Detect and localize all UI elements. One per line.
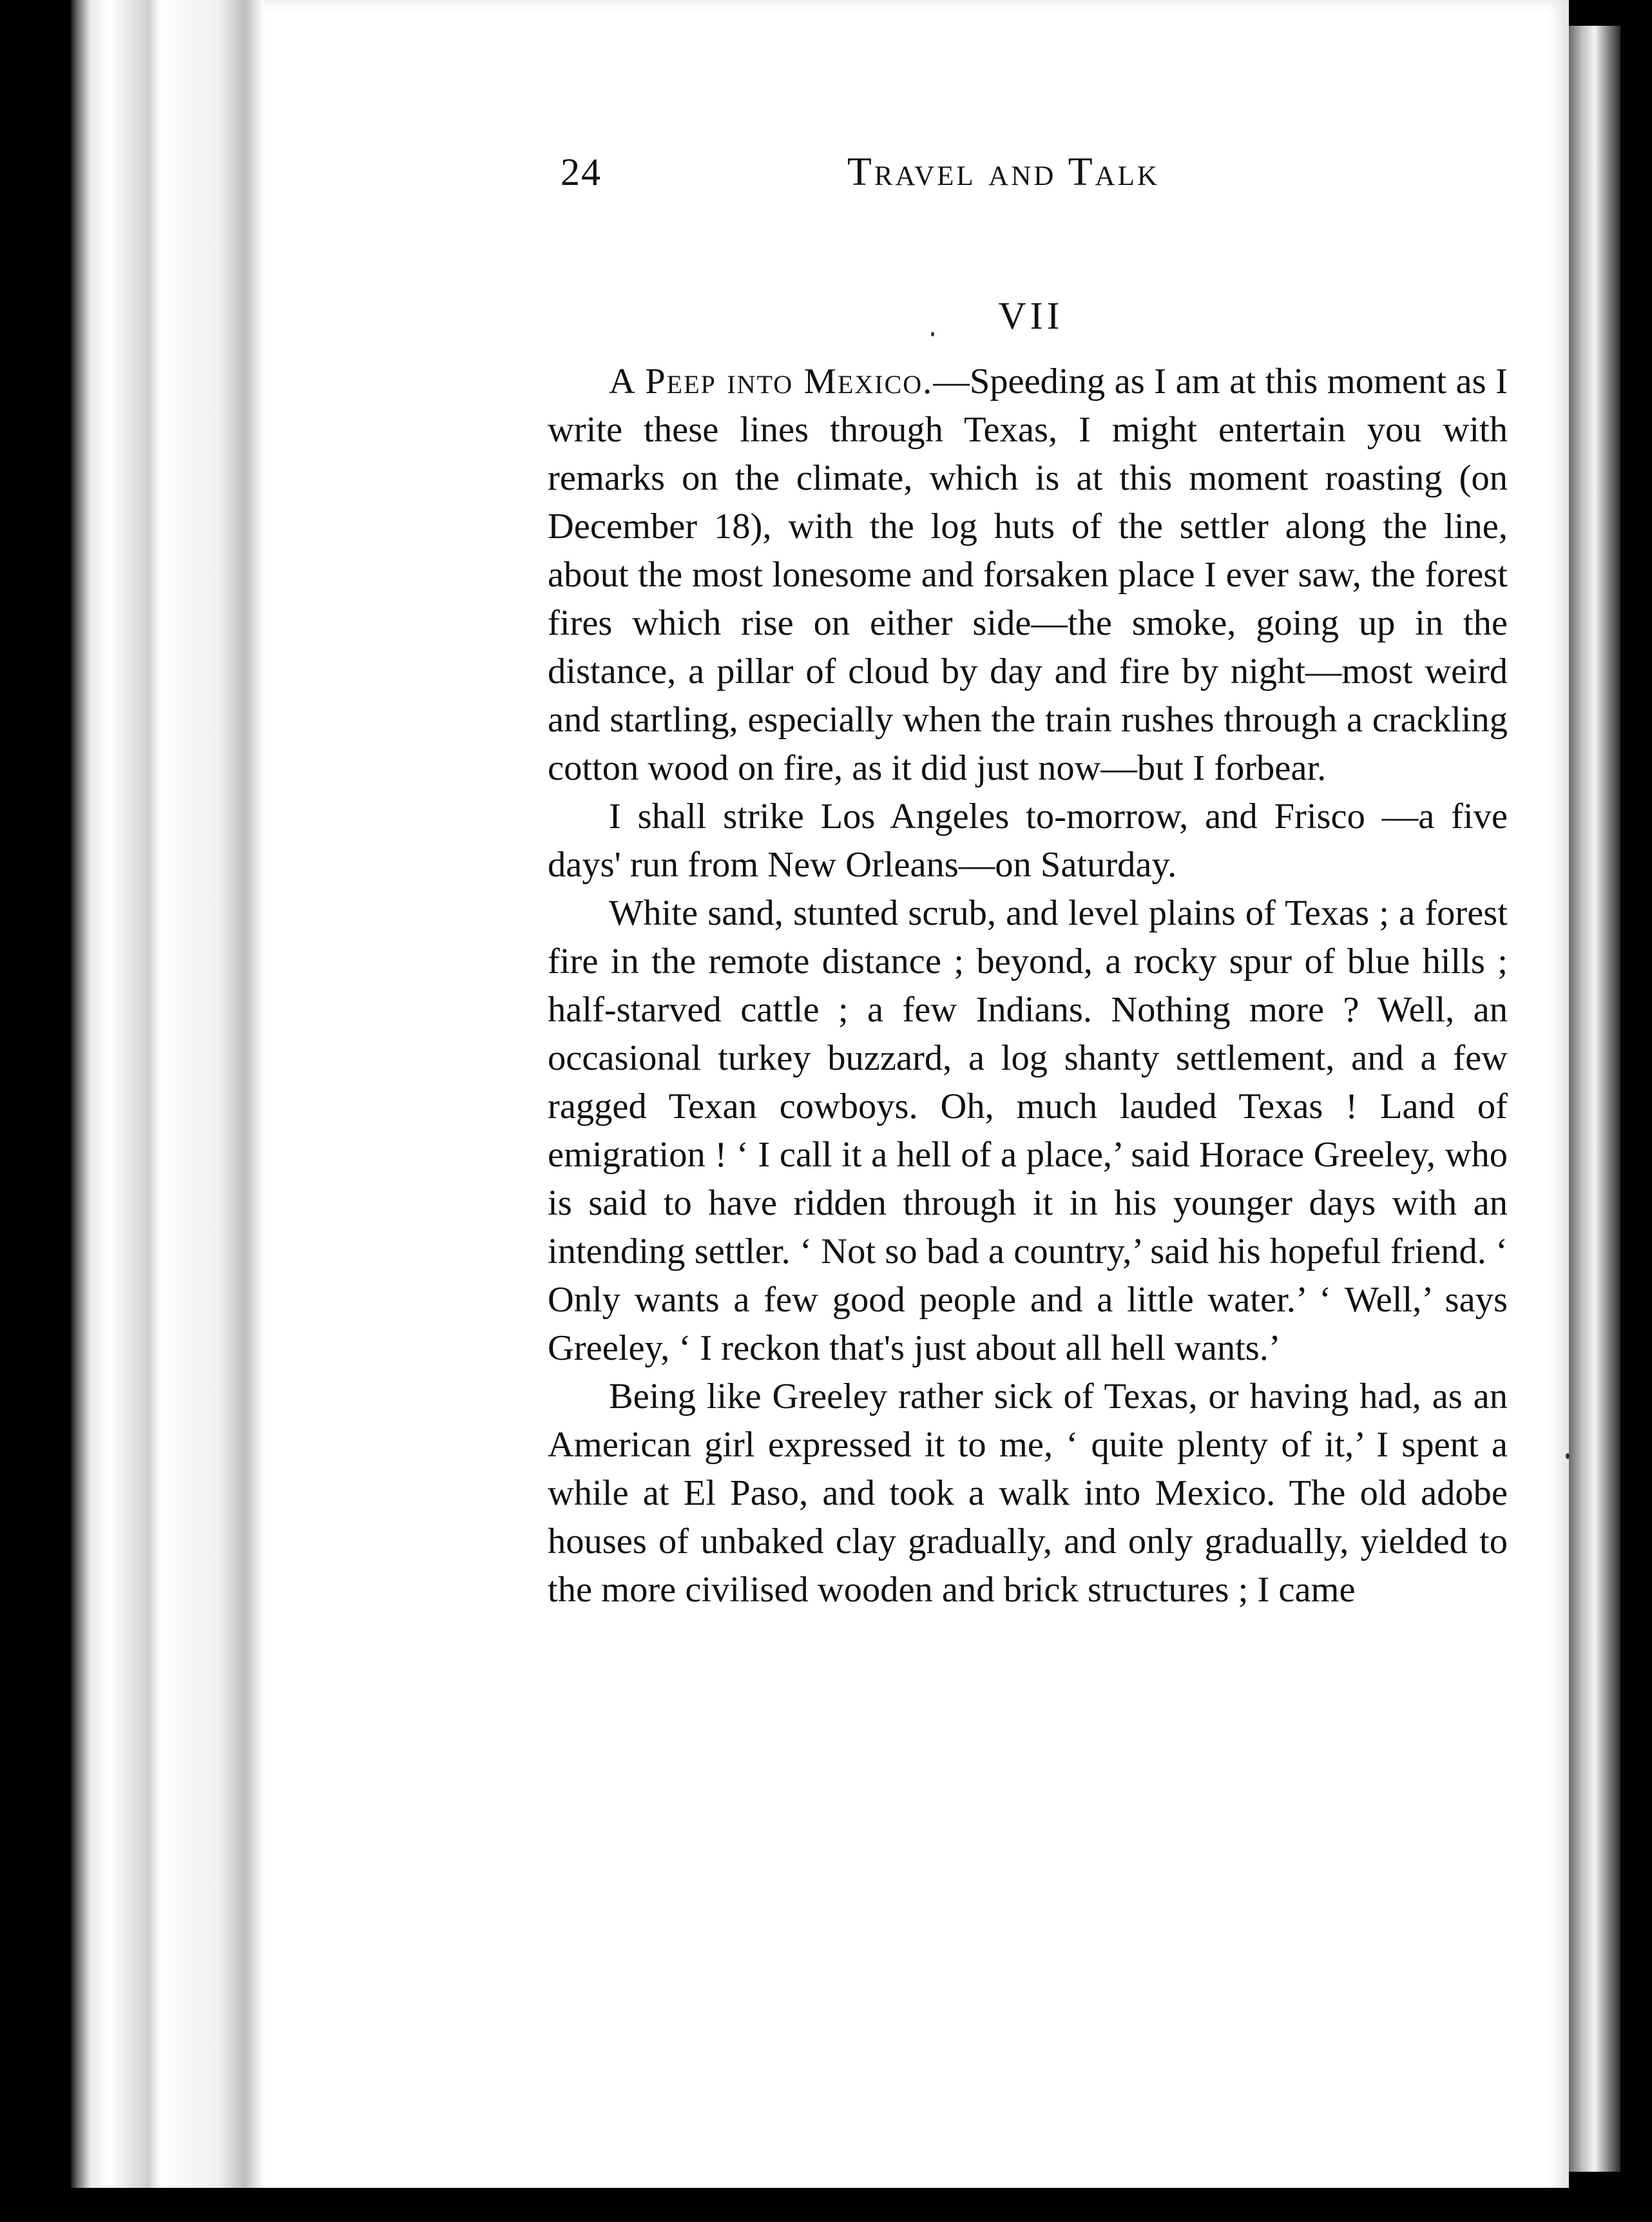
paragraph-text: —Speeding as I am at this moment as I write these lines through Texas, I might entertain you with remarks on the climate, which is at this moment roasting (on December 18), with the log huts of the settler along the line, about the most lonesome and forsaken place I ever saw, the forest fires which rise on either side—the smoke, going up in the distance, a pillar of cloud by day and fire by night—most weird and startling, especially when the train rushes through a crackling cotton wood on fire, as it did just now—but I forbear. — [548, 362, 1508, 788]
chapter-heading: VII — [998, 295, 1064, 337]
page-number: 24 — [561, 151, 602, 193]
scan-bottom-border — [0, 2188, 1652, 2222]
paragraph-text: Being like Greeley rather sick of Texas, or having had, as an American girl expressed it to me, ‘ quite plenty of it,’ I spent a while at El Paso, and took a walk into Mexico. The old adobe houses of unbaked clay gradually, and only gradually, yielded to the more civilised wooden and brick structures ; I came — [548, 1377, 1508, 1610]
running-head — [561, 150, 1224, 201]
section-title: A Peep into Mexico. — [609, 362, 934, 401]
paragraph — [548, 1373, 1508, 1614]
right-page-edges — [1569, 26, 1620, 2172]
paragraph-text: White sand, stunted scrub, and level plains of Texas ; a forest fire in the remote distance ; beyond, a rocky spur of blue hills ; half-starved cattle ; a few Indians. Nothing more ? Well, an occasional turkey buzzard, a log shanty settlement, and a few ragged Texan cowboys. Oh, much lauded Texas ! Land of emigration ! ‘ I call it a hell of a place,’ said Horace Greeley, who is said to have ridden through it in his younger days with an intending settler. ‘ Not so bad a country,’ said his hopeful friend. ‘ Only wants a few good people and a little water.’ ‘ Well,’ says Greeley, ‘ I reckon that's just about all hell wants.’ — [548, 893, 1508, 1368]
left-page-edges — [71, 0, 264, 2222]
running-title: Travel and Talk — [847, 150, 1160, 194]
paragraph — [548, 793, 1508, 889]
dust-speck — [1566, 1453, 1570, 1459]
paragraph-text: I shall strike Los Angeles to-morrow, and Frisco —a five days' run from New Orleans—on Saturday. — [548, 797, 1508, 885]
paragraph — [548, 358, 1508, 793]
body-text — [548, 358, 1508, 1614]
paragraph — [548, 889, 1508, 1373]
